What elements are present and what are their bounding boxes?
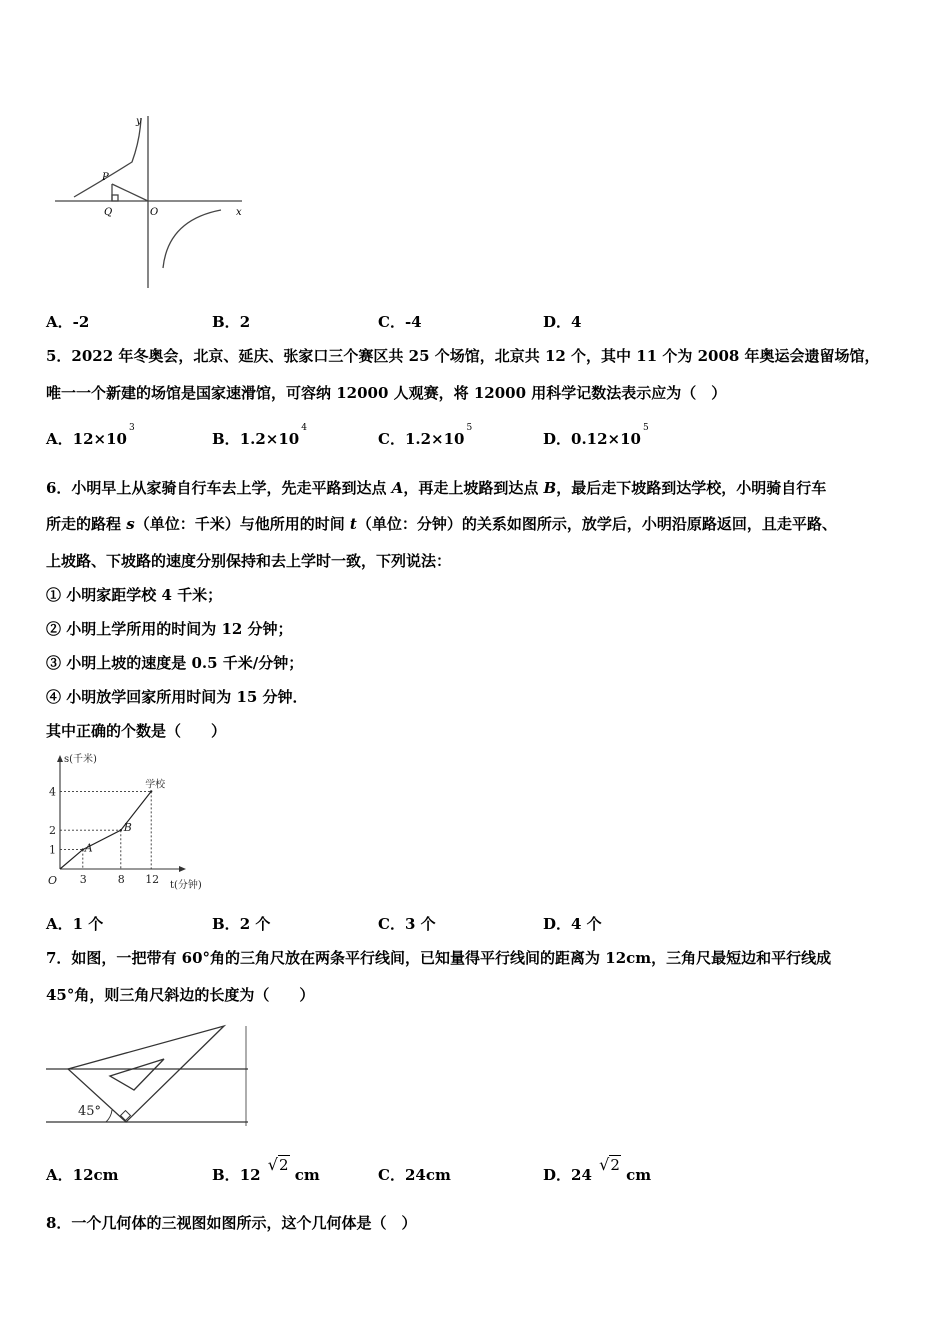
y-tick-label: 2 bbox=[49, 824, 56, 838]
data-point bbox=[82, 848, 84, 850]
school-label: 学校 bbox=[145, 779, 166, 791]
q4-option-a[interactable]: A．-2 bbox=[46, 313, 90, 331]
q6-stem-line3: 上坡路、下坡路的速度分别保持和去上学时一致，下列说法： bbox=[46, 552, 452, 570]
q4-figure bbox=[50, 112, 250, 292]
q6-statement-1: ① 小明家距学校 4 千米； bbox=[46, 586, 223, 604]
x-axis-label: t(分钟) bbox=[170, 880, 202, 891]
q5-option-c[interactable]: C．$1.2\times 10^5$ bbox=[378, 423, 473, 448]
q7-stem-line1: 7．如图，一把带有 60°角的三角尺放在两条平行线间，已知量得平行线间的距离为 12cm，三角尺最短边和平行线成 bbox=[46, 949, 832, 967]
q7-option-c[interactable]: C．24cm bbox=[378, 1166, 451, 1184]
point-a-label: A bbox=[84, 841, 93, 855]
angle-label: 45° bbox=[78, 1104, 102, 1119]
origin-label: O bbox=[150, 207, 159, 218]
q7-option-a[interactable]: A．12cm bbox=[46, 1166, 119, 1184]
point-q-label: Q bbox=[104, 207, 113, 218]
q6-stem-line2: 所走的路程 s（单位：千米）与他所用的时间 t（单位：分钟）的关系如图所示，放学后，小明沿原路返回，且走平路、 bbox=[46, 515, 837, 533]
q6-chart bbox=[44, 748, 224, 894]
q6-option-a[interactable]: A．1 个 bbox=[46, 915, 104, 933]
q8-stem-line1: 8．一个几何体的三视图如图所示，这个几何体是（ ） bbox=[46, 1214, 417, 1232]
y-tick-label: 1 bbox=[49, 843, 56, 857]
q6-option-b[interactable]: B．2 个 bbox=[212, 915, 271, 933]
angle-arc bbox=[106, 1110, 112, 1122]
sqrt-icon: √ bbox=[599, 1155, 610, 1174]
q5-option-d[interactable]: D．$0.12\times 10^5$ bbox=[543, 423, 649, 448]
x-tick-label: 3 bbox=[79, 873, 87, 886]
q5-option-a[interactable]: A．$12\times 10^3$ bbox=[46, 423, 135, 448]
q5-stem-line1: 5．2022 年冬奥会，北京、延庆、张家口三个赛区共 25 个场馆，北京共 12 个，其中 11 个为 2008 年奥运会遗留场馆， bbox=[46, 347, 880, 365]
point-b-label: B bbox=[123, 821, 132, 835]
hyperbola-branch-right bbox=[163, 210, 221, 268]
y-axis-arrow-icon bbox=[57, 755, 63, 762]
q6-option-c[interactable]: C．3 个 bbox=[378, 915, 436, 933]
q4-option-b[interactable]: B．2 bbox=[212, 313, 251, 331]
sqrt-icon: √ bbox=[267, 1155, 278, 1174]
q6-stem-line1: 6．小明早上从家骑自行车去上学，先走平路到达点 A，再走上坡路到达点 B，最后走下坡路到达学校，小明骑自行车 bbox=[46, 479, 827, 497]
right-angle-mark bbox=[112, 195, 118, 201]
point-p-label: P bbox=[102, 172, 109, 183]
data-point bbox=[150, 790, 152, 792]
q5-option-b[interactable]: B．$1.2\times 10^4$ bbox=[212, 423, 307, 448]
q7-stem-line2: 45°角，则三角尺斜边的长度为（ ） bbox=[46, 986, 315, 1004]
q4-option-c[interactable]: C．-4 bbox=[378, 313, 422, 331]
q7-option-d[interactable]: D．24 √2 cm bbox=[543, 1155, 652, 1184]
y-axis-label: s(千米) bbox=[64, 754, 97, 765]
x-tick-label: 8 bbox=[117, 873, 125, 886]
sqrt-expression: √2 bbox=[267, 1155, 289, 1174]
triangle-ruler-inner bbox=[110, 1059, 164, 1090]
q7-figure bbox=[44, 1022, 250, 1130]
hyperbola-branch-left bbox=[74, 118, 141, 197]
q6-statement-2: ② 小明上学所用的时间为 12 分钟； bbox=[46, 620, 293, 638]
origin-label: O bbox=[48, 874, 58, 887]
y-axis-label: y bbox=[136, 116, 142, 127]
x-axis-label: x bbox=[236, 207, 242, 218]
x-tick-label: 12 bbox=[145, 873, 160, 886]
q6-statement-4: ④ 小明放学回家所用时间为 15 分钟． bbox=[46, 688, 308, 706]
q5-stem-line2: 唯一一个新建的场馆是国家速滑馆，可容纳 12000 人观赛，将 12000 用科学记数法表示应为（ ） bbox=[46, 384, 727, 402]
sqrt-expression: √2 bbox=[599, 1155, 620, 1174]
q6-statement-3: ③ 小明上坡的速度是 0.5 千米/分钟； bbox=[46, 654, 304, 672]
q7-option-b[interactable]: B．12 √2 cm bbox=[212, 1155, 320, 1184]
y-tick-label: 4 bbox=[49, 785, 56, 799]
q6-option-d[interactable]: D．4 个 bbox=[543, 915, 602, 933]
q4-option-d[interactable]: D．4 bbox=[543, 313, 582, 331]
q6-question: 其中正确的个数是（ ） bbox=[46, 722, 227, 740]
data-point bbox=[120, 829, 122, 831]
x-axis-arrow-icon bbox=[179, 866, 186, 872]
